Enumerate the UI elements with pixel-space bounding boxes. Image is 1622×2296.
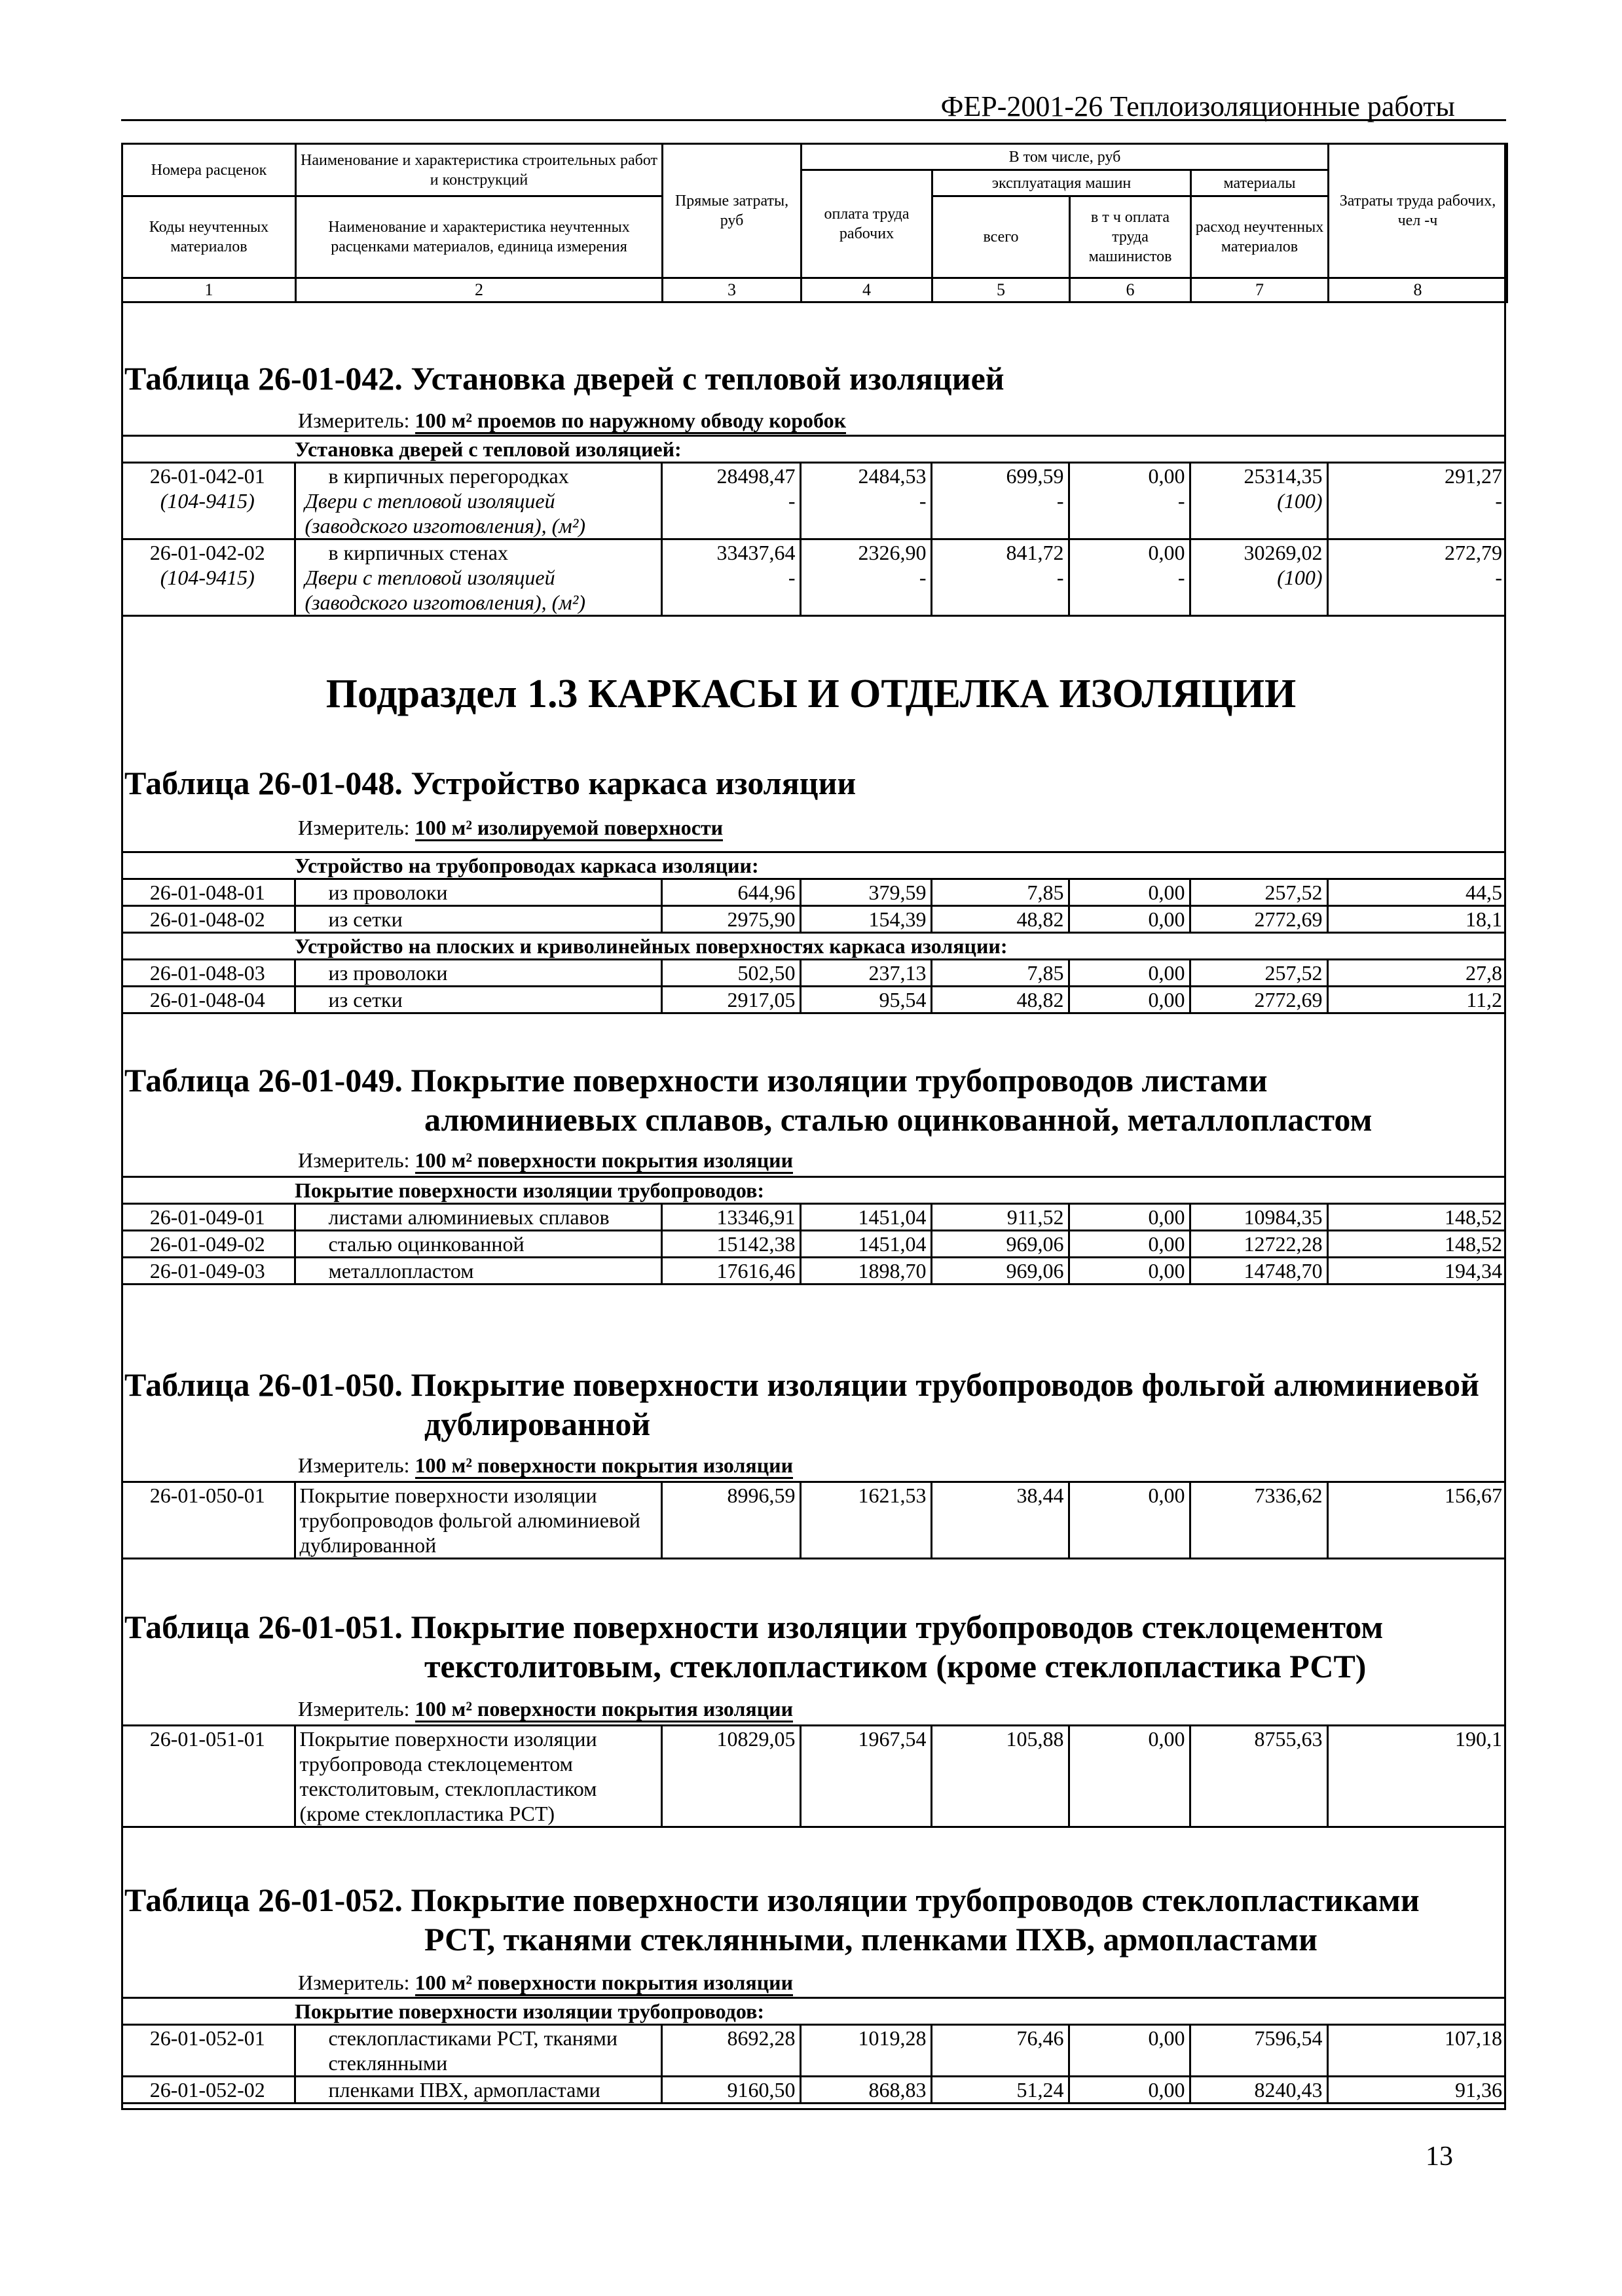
table-051-measure bbox=[298, 1696, 793, 1722]
measure-unit: 100 м² поверхности покрытия изоляции bbox=[415, 1453, 794, 1479]
cell-machinists: 0,00 bbox=[1069, 1231, 1190, 1258]
header-direct-costs: Прямые затраты, руб bbox=[663, 144, 802, 278]
cell-workers-pay: - bbox=[800, 488, 931, 539]
header-machines: эксплуатация машин bbox=[932, 170, 1191, 196]
cell-workers-pay: 154,39 bbox=[800, 906, 931, 933]
cell-machines: - bbox=[931, 565, 1069, 616]
cell-workers-pay: 2484,53 bbox=[800, 463, 931, 489]
cell-direct: 2917,05 bbox=[661, 987, 800, 1013]
cell-workers-pay: 1451,04 bbox=[800, 1204, 931, 1231]
header-including: В том числе, руб bbox=[802, 144, 1329, 170]
header-name-top: Наименование и характеристика строительных работ и конструкций bbox=[296, 144, 663, 196]
cell-machines: - bbox=[931, 488, 1069, 539]
rate-code: 26-01-048-02 bbox=[121, 906, 295, 933]
col-number: 4 bbox=[802, 278, 932, 302]
cell-direct: 10829,05 bbox=[661, 1726, 800, 1827]
cell-direct: 17616,46 bbox=[661, 1258, 800, 1285]
cell-labor: 18,1 bbox=[1327, 906, 1506, 933]
cell-machinists: - bbox=[1069, 565, 1190, 616]
table-042 bbox=[121, 435, 1506, 617]
measure-unit: 100 м² поверхности покрытия изоляции bbox=[415, 1697, 794, 1722]
cell-direct: 8692,28 bbox=[661, 2025, 800, 2077]
cell-machines: 48,82 bbox=[931, 987, 1069, 1013]
measure-label: Измеритель: bbox=[298, 409, 410, 432]
cell-labor: 107,18 bbox=[1327, 2025, 1506, 2077]
header-codes-top: Номера расценок bbox=[122, 144, 296, 196]
measure-unit: 100 м² изолируемой поверхности bbox=[415, 816, 724, 841]
table-051 bbox=[121, 1724, 1506, 1828]
cell-direct: 9160,50 bbox=[661, 2077, 800, 2104]
cell-machinists: 0,00 bbox=[1069, 960, 1190, 987]
cell-materials: 14748,70 bbox=[1190, 1258, 1327, 1285]
table-050-measure bbox=[298, 1452, 793, 1478]
group-heading: Установка дверей с тепловой изоляцией: bbox=[121, 436, 1506, 463]
cell-workers-pay: 1967,54 bbox=[800, 1726, 931, 1827]
cell-materials: 2772,69 bbox=[1190, 906, 1327, 933]
cell-materials: 7596,54 bbox=[1190, 2025, 1327, 2077]
table-050-title bbox=[124, 1365, 1479, 1444]
col-number: 6 bbox=[1070, 278, 1191, 302]
rate-name: Покрытие поверхности изоляции трубопроводов фольгой алюминиевой дублированной bbox=[295, 1482, 661, 1559]
rate-name: из сетки bbox=[295, 987, 661, 1013]
table-052-measure bbox=[298, 1969, 793, 1995]
rate-name: листами алюминиевых сплавов bbox=[295, 1204, 661, 1231]
cell-labor: 148,52 bbox=[1327, 1204, 1506, 1231]
cell-machinists: 0,00 bbox=[1069, 906, 1190, 933]
rate-name: из сетки bbox=[295, 906, 661, 933]
table-052 bbox=[121, 1997, 1506, 2104]
cell-machinists: - bbox=[1069, 488, 1190, 539]
col-number: 1 bbox=[122, 278, 296, 302]
rate-code: 26-01-048-04 bbox=[121, 987, 295, 1013]
cell-machinists: 0,00 bbox=[1069, 1726, 1190, 1827]
rate-name: сталью оцинкованной bbox=[295, 1231, 661, 1258]
running-header: ФЕР-2001-26 Теплоизоляционные работы bbox=[940, 90, 1455, 122]
measure-label: Измеритель: bbox=[298, 1697, 410, 1721]
cell-labor: 291,27 bbox=[1327, 463, 1506, 489]
material-code: (104-9415) bbox=[121, 488, 295, 539]
measure-unit: 100 м² поверхности покрытия изоляции bbox=[415, 1148, 794, 1174]
table-048 bbox=[121, 851, 1506, 1014]
rate-code: 26-01-051-01 bbox=[121, 1726, 295, 1827]
rate-name: металлопластом bbox=[295, 1258, 661, 1285]
header-rule bbox=[121, 119, 1506, 121]
group-heading: Покрытие поверхности изоляции трубопроводов: bbox=[121, 1177, 1506, 1204]
cell-workers-pay: 1019,28 bbox=[800, 2025, 931, 2077]
column-header-table bbox=[121, 143, 1508, 303]
cell-materials: 2772,69 bbox=[1190, 987, 1327, 1013]
title-line: Таблица 26-01-050. Покрытие поверхности изоляции трубопроводов фольгой алюминиевой bbox=[124, 1366, 1479, 1403]
col-number: 2 bbox=[296, 278, 663, 302]
cell-materials: 257,52 bbox=[1190, 960, 1327, 987]
cell-machines: 969,06 bbox=[931, 1258, 1069, 1285]
measure-label: Измеритель: bbox=[298, 816, 410, 839]
cell-workers-pay: 1898,70 bbox=[800, 1258, 931, 1285]
title-line: дублированной bbox=[424, 1406, 651, 1442]
cell-machinists: 0,00 bbox=[1069, 539, 1190, 566]
rate-name: из проволоки bbox=[295, 960, 661, 987]
cell-machinists: 0,00 bbox=[1069, 1204, 1190, 1231]
cell-materials: 12722,28 bbox=[1190, 1231, 1327, 1258]
rate-code: 26-01-052-02 bbox=[121, 2077, 295, 2104]
cell-direct: - bbox=[661, 488, 800, 539]
cell-labor: 91,36 bbox=[1327, 2077, 1506, 2104]
title-line: РСТ, тканями стеклянными, пленками ПХВ, армопластами bbox=[424, 1921, 1318, 1958]
rate-code: 26-01-052-01 bbox=[121, 2025, 295, 2077]
cell-labor: 272,79 bbox=[1327, 539, 1506, 566]
cell-direct: 644,96 bbox=[661, 879, 800, 906]
cell-machinists: 0,00 bbox=[1069, 987, 1190, 1013]
header-workers-pay: оплата труда рабочих bbox=[802, 170, 932, 278]
table-042-measure bbox=[298, 407, 846, 433]
cell-machines: 105,88 bbox=[931, 1726, 1069, 1827]
cell-machinists: 0,00 bbox=[1069, 463, 1190, 489]
material-code: (104-9415) bbox=[121, 565, 295, 616]
title-line: Таблица 26-01-052. Покрытие поверхности изоляции трубопроводов стеклопластиками bbox=[124, 1882, 1420, 1918]
cell-machines: 911,52 bbox=[931, 1204, 1069, 1231]
group-heading: Устройство на плоских и криволинейных поверхностях каркаса изоляции: bbox=[121, 933, 1506, 960]
rate-name: из проволоки bbox=[295, 879, 661, 906]
cell-labor: 194,34 bbox=[1327, 1258, 1506, 1285]
cell-machinists: 0,00 bbox=[1069, 1258, 1190, 1285]
cell-direct: 28498,47 bbox=[661, 463, 800, 489]
title-line: Таблица 26-01-051. Покрытие поверхности изоляции трубопроводов стеклоцементом bbox=[124, 1609, 1384, 1645]
group-heading: Покрытие поверхности изоляции трубопроводов: bbox=[121, 1998, 1506, 2025]
cell-labor: 44,5 bbox=[1327, 879, 1506, 906]
cell-direct: 13346,91 bbox=[661, 1204, 800, 1231]
cell-materials: 25314,35 bbox=[1190, 463, 1327, 489]
table-052-title bbox=[124, 1880, 1420, 1959]
cell-workers-pay: 95,54 bbox=[800, 987, 931, 1013]
measure-label: Измеритель: bbox=[298, 1453, 410, 1477]
cell-machines: 7,85 bbox=[931, 960, 1069, 987]
cell-machines: 969,06 bbox=[931, 1231, 1069, 1258]
group-heading: Устройство на трубопроводах каркаса изоляции: bbox=[121, 852, 1506, 879]
header-machines-total: всего bbox=[932, 196, 1070, 278]
title-line: Таблица 26-01-049. Покрытие поверхности изоляции трубопроводов листами bbox=[124, 1062, 1268, 1099]
rate-name: стеклопластиками РСТ, тканями стеклянными bbox=[295, 2025, 661, 2077]
cell-machines: 48,82 bbox=[931, 906, 1069, 933]
cell-labor: 156,67 bbox=[1327, 1482, 1506, 1559]
cell-materials: 257,52 bbox=[1190, 879, 1327, 906]
material-name: Двери с тепловой изоляцией (заводского изготовления), (м²) bbox=[295, 565, 661, 616]
cell-machines: 7,85 bbox=[931, 879, 1069, 906]
header-machinists-pay: в т ч оплата труда машинистов bbox=[1070, 196, 1191, 278]
cell-labor: 190,1 bbox=[1327, 1726, 1506, 1827]
rate-name: в кирпичных стенах bbox=[295, 539, 661, 566]
table-049 bbox=[121, 1176, 1506, 1285]
cell-materials: 8755,63 bbox=[1190, 1726, 1327, 1827]
table-042-title: Таблица 26-01-042. Установка дверей с тепловой изоляцией bbox=[124, 360, 1005, 397]
cell-materials: (100) bbox=[1190, 488, 1327, 539]
cell-machinists: 0,00 bbox=[1069, 2025, 1190, 2077]
cell-direct: 33437,64 bbox=[661, 539, 800, 566]
measure-label: Измеритель: bbox=[298, 1971, 410, 1994]
rate-code: 26-01-049-02 bbox=[121, 1231, 295, 1258]
cell-machines: 841,72 bbox=[931, 539, 1069, 566]
cell-materials: 30269,02 bbox=[1190, 539, 1327, 566]
cell-materials: 8240,43 bbox=[1190, 2077, 1327, 2104]
table-050 bbox=[121, 1481, 1506, 1559]
header-codes-bottom: Коды неучтенных материалов bbox=[122, 196, 296, 278]
title-line: алюминиевых сплавов, сталью оцинкованной, металлопластом bbox=[424, 1101, 1373, 1138]
table-049-title bbox=[124, 1061, 1373, 1139]
cell-machinists: 0,00 bbox=[1069, 2077, 1190, 2104]
title-line: текстолитовым, стеклопластиком (кроме стеклопластика РСТ) bbox=[424, 1648, 1367, 1685]
cell-labor: - bbox=[1327, 565, 1506, 616]
col-number: 3 bbox=[663, 278, 802, 302]
col-number: 5 bbox=[932, 278, 1070, 302]
measure-label: Измеритель: bbox=[298, 1148, 410, 1172]
rate-code: 26-01-042-01 bbox=[149, 464, 265, 488]
table-051-title bbox=[124, 1607, 1383, 1686]
cell-machines: 699,59 bbox=[931, 463, 1069, 489]
cell-labor: 11,2 bbox=[1327, 987, 1506, 1013]
rate-name: пленками ПВХ, армопластами bbox=[295, 2077, 661, 2104]
cell-workers-pay: - bbox=[800, 565, 931, 616]
table-049-measure bbox=[298, 1147, 793, 1173]
measure-unit: 100 м² проемов по наружному обводу коробок bbox=[415, 409, 847, 434]
table-048-measure bbox=[298, 814, 723, 841]
header-materials: материалы bbox=[1191, 170, 1329, 196]
cell-direct: 15142,38 bbox=[661, 1231, 800, 1258]
measure-unit: 100 м² поверхности покрытия изоляции bbox=[415, 1971, 794, 1996]
cell-direct: 2975,90 bbox=[661, 906, 800, 933]
header-labor: Затраты труда рабочих, чел -ч bbox=[1329, 144, 1507, 278]
cell-materials: 7336,62 bbox=[1190, 1482, 1327, 1559]
rate-code: 26-01-049-03 bbox=[121, 1258, 295, 1285]
cell-machines: 38,44 bbox=[931, 1482, 1069, 1559]
cell-workers-pay: 379,59 bbox=[800, 879, 931, 906]
rate-name: Покрытие поверхности изоляции трубопровода стеклоцементом текстолитовым, стеклопластиком (кроме стеклопластика РСТ) bbox=[295, 1726, 661, 1827]
rate-code: 26-01-050-01 bbox=[121, 1482, 295, 1559]
col-number: 7 bbox=[1191, 278, 1329, 302]
cell-labor: - bbox=[1327, 488, 1506, 539]
cell-labor: 148,52 bbox=[1327, 1231, 1506, 1258]
cell-workers-pay: 1451,04 bbox=[800, 1231, 931, 1258]
cell-machinists: 0,00 bbox=[1069, 879, 1190, 906]
cell-direct: 8996,59 bbox=[661, 1482, 800, 1559]
rate-name: в кирпичных перегородках bbox=[295, 463, 661, 489]
rate-code: 26-01-048-03 bbox=[121, 960, 295, 987]
rate-code: 26-01-048-01 bbox=[121, 879, 295, 906]
rate-code: 26-01-042-02 bbox=[149, 541, 265, 564]
cell-machines: 76,46 bbox=[931, 2025, 1069, 2077]
page-number: 13 bbox=[1426, 2141, 1453, 2172]
material-name: Двери с тепловой изоляцией (заводского изготовления), (м²) bbox=[295, 488, 661, 539]
cell-workers-pay: 2326,90 bbox=[800, 539, 931, 566]
cell-workers-pay: 237,13 bbox=[800, 960, 931, 987]
cell-machinists: 0,00 bbox=[1069, 1482, 1190, 1559]
rate-code: 26-01-049-01 bbox=[121, 1204, 295, 1231]
table-048-title: Таблица 26-01-048. Устройство каркаса изоляции bbox=[124, 765, 857, 801]
cell-machines: 51,24 bbox=[931, 2077, 1069, 2104]
cell-workers-pay: 1621,53 bbox=[800, 1482, 931, 1559]
col-number: 8 bbox=[1329, 278, 1507, 302]
cell-materials: 10984,35 bbox=[1190, 1204, 1327, 1231]
cell-workers-pay: 868,83 bbox=[800, 2077, 931, 2104]
cell-direct: - bbox=[661, 565, 800, 616]
cell-direct: 502,50 bbox=[661, 960, 800, 987]
subsection-heading: Подраздел 1.3 КАРКАСЫ И ОТДЕЛКА ИЗОЛЯЦИИ bbox=[325, 672, 1297, 716]
header-unaccounted-materials: расход неучтенных материалов bbox=[1191, 196, 1329, 278]
cell-labor: 27,8 bbox=[1327, 960, 1506, 987]
cell-materials: (100) bbox=[1190, 565, 1327, 616]
header-name-bottom: Наименование и характеристика неучтенных расценками материалов, единица измерения bbox=[296, 196, 663, 278]
